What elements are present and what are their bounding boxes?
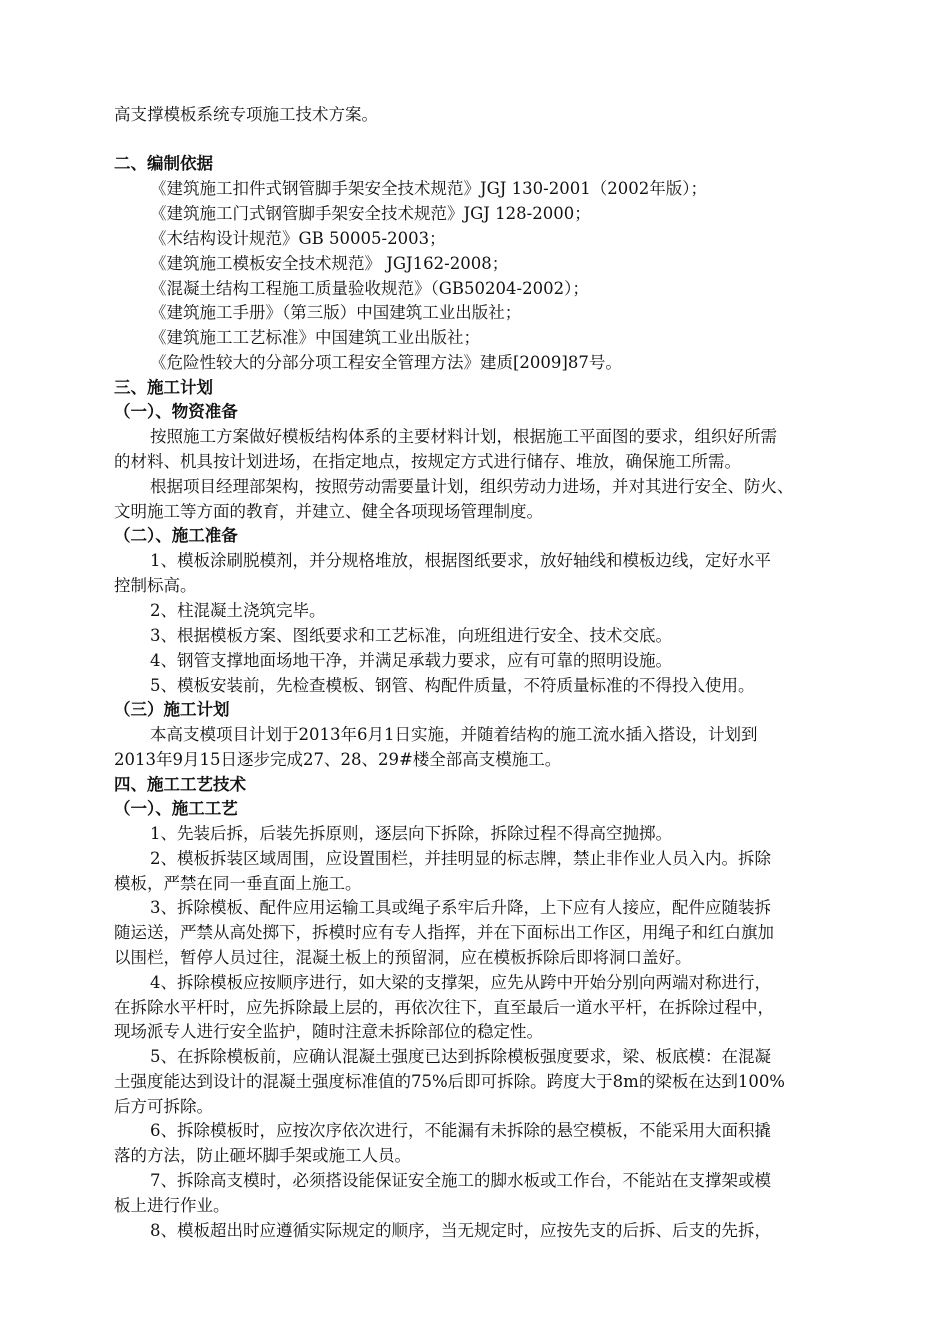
paragraph-line: 根据项目经理部架构，按照劳动需要量计划，组织劳动力进场，并对其进行安全、防火、 [150,477,794,496]
section-heading: 二、编制依据 [114,154,213,173]
paragraph-line: 随运送，严禁从高处掷下，拆模时应有专人指挥，并在下面标出工作区，用绳子和红白旗加 [114,923,774,942]
paragraph-line: 4、钢管支撑地面场地干净，并满足承载力要求，应有可靠的照明设施。 [150,651,672,670]
paragraph-line: 1、模板涂刷脱模剂，并分规格堆放，根据图纸要求，放好轴线和模板边线，定好水平 [150,551,771,570]
paragraph-line: 2013年9月15日逐步完成27、28、29#楼全部高支模施工。 [114,750,562,769]
paragraph-line: 落的方法，防止砸坏脚手架或施工人员。 [114,1146,411,1165]
paragraph-line: 土强度能达到设计的混凝土强度标准值的75%后即可拆除。跨度大于8m的梁板在达到100% [114,1072,785,1091]
paragraph-line: 3、拆除模板、配件应用运输工具或绳子系牢后升降，上下应有人接应，配件应随装拆 [150,898,771,917]
paragraph-line: 《建筑施工扣件式钢管脚手架安全技术规范》JGJ 130-2001（2002年版）； [150,179,707,198]
paragraph-line: 《危险性较大的分部分项工程安全管理方法》建质[2009]87号。 [150,353,622,372]
paragraph-line: 2、模板拆装区域周围，应设置围栏，并挂明显的标志牌，禁止非作业人员入内。拆除 [150,849,771,868]
paragraph-line: 以围栏，暂停人员过往，混凝土板上的预留洞，应在模板拆除后即将洞口盖好。 [114,948,692,967]
paragraph-line: 高支撑模板系统专项施工技术方案。 [114,105,378,124]
paragraph-line: 的材料、机具按计划进场，在指定地点，按规定方式进行储存、堆放，确保施工所需。 [114,452,741,471]
paragraph-line: 文明施工等方面的教育，并建立、健全各项现场管理制度。 [114,502,543,521]
paragraph-line: 7、拆除高支模时，必须搭设能保证安全施工的脚水板或工作台，不能站在支撑架或模 [150,1171,771,1190]
paragraph-line: 3、根据模板方案、图纸要求和工艺标准，向班组进行安全、技术交底。 [150,626,672,645]
paragraph-line: 5、模板安装前，先检查模板、钢管、构配件质量，不符质量标准的不得投入使用。 [150,676,755,695]
paragraph-line: 2、柱混凝土浇筑完毕。 [150,601,326,620]
subsection-heading: （三）施工计划 [114,700,230,719]
paragraph-line: 《建筑施工工艺标准》中国建筑工业出版社； [150,328,480,347]
section-heading: 四、施工工艺技术 [114,775,246,794]
paragraph-line: 模板，严禁在同一垂直面上施工。 [114,874,362,893]
paragraph-line: 《混凝土结构工程施工质量验收规范》（GB50204-2002）； [150,279,589,298]
paragraph-line: 《建筑施工门式钢管脚手架安全技术规范》JGJ 128-2000； [150,204,591,223]
paragraph-line: 4、拆除模板应按顺序进行，如大梁的支撑架，应先从跨中开始分别向两端对称进行， [150,973,771,992]
paragraph-line: 本高支模项目计划于2013年6月1日实施，并随着结构的施工流水插入搭设，计划到 [150,725,758,744]
paragraph-line: 8、模板超出时应遵循实际规定的顺序，当无规定时，应按先支的后拆、后支的先拆， [150,1221,771,1240]
section-heading: 三、施工计划 [114,378,213,397]
subsection-heading: （一）、施工工艺 [114,799,238,818]
paragraph-line: 板上进行作业。 [114,1196,230,1215]
paragraph-line: 后方可拆除。 [114,1097,213,1116]
paragraph-line: 1、先装后拆，后装先拆原则，逐层向下拆除，拆除过程不得高空抛掷。 [150,824,672,843]
paragraph-line: 《建筑施工手册》（第三版）中国建筑工业出版社； [150,303,522,322]
paragraph-line: 在拆除水平杆时，应先拆除最上层的，再依次往下，直至最后一道水平杆，在拆除过程中， [114,998,774,1017]
paragraph-line: 5、在拆除模板前，应确认混凝土强度已达到拆除模板强度要求，梁、板底模：在混凝 [150,1047,771,1066]
paragraph-line: 现场派专人进行安全监护，随时注意未拆除部位的稳定性。 [114,1022,543,1041]
subsection-heading: （一）、物资准备 [114,402,238,421]
paragraph-line: 《建筑施工模板安全技术规范》 JGJ162-2008； [150,254,509,273]
paragraph-line: 《木结构设计规范》GB 50005-2003； [150,229,446,248]
subsection-heading: （二）、施工准备 [114,526,238,545]
paragraph-line: 6、拆除模板时，应按次序依次进行，不能漏有未拆除的悬空模板，不能采用大面积撬 [150,1121,771,1140]
paragraph-line: 控制标高。 [114,576,197,595]
paragraph-line: 按照施工方案做好模板结构体系的主要材料计划，根据施工平面图的要求，组织好所需 [150,427,777,446]
